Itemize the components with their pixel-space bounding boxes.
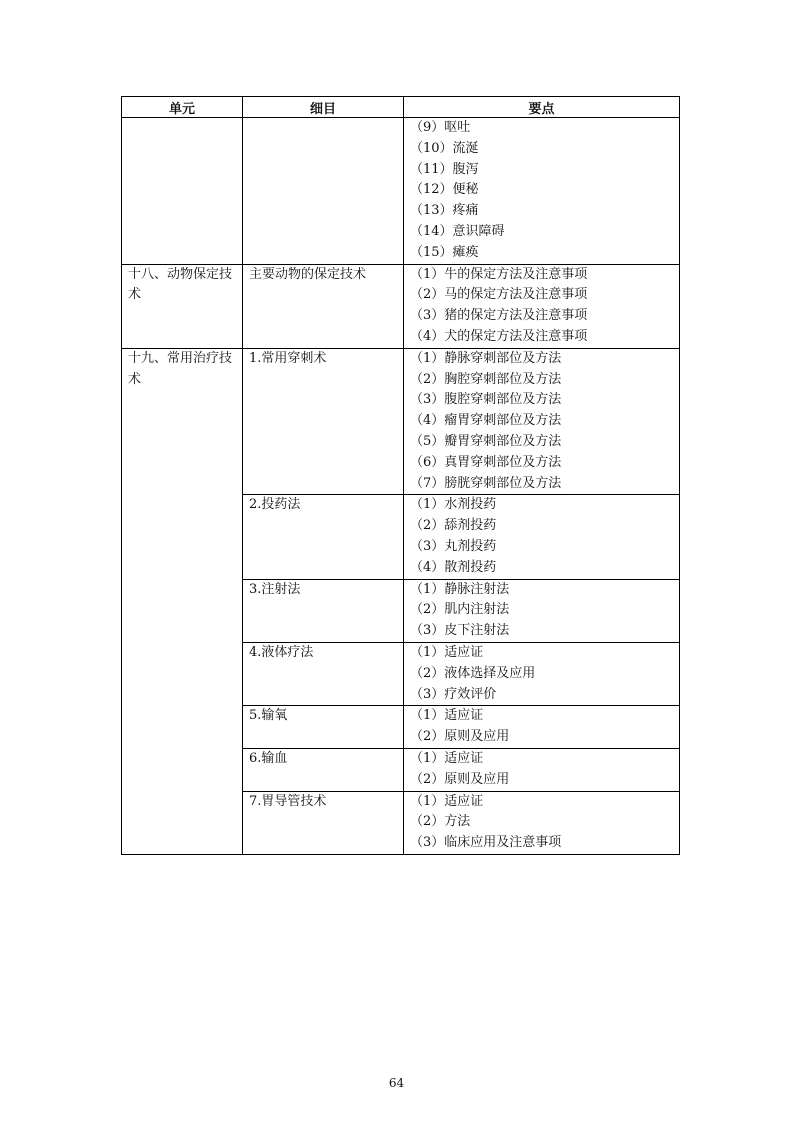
point-item: （4）瘤胃穿刺部位及方法 xyxy=(410,413,562,429)
point-item: （3）皮下注射法 xyxy=(410,623,510,639)
point-item: （3）疗效评价 xyxy=(410,686,497,702)
point-item: （12）便秘 xyxy=(410,182,479,198)
point-item: （3）猪的保定方法及注意事项 xyxy=(410,308,588,324)
detail-title: 5.输氧 xyxy=(249,708,288,724)
point-item: （1）适应证 xyxy=(410,644,484,660)
table-header-row xyxy=(122,97,680,118)
table-body xyxy=(122,118,680,855)
points-cell xyxy=(404,706,680,749)
point-item: （3）腹腔穿刺部位及方法 xyxy=(410,392,562,408)
detail-cell xyxy=(243,791,404,854)
point-item: （2）原则及应用 xyxy=(410,729,510,745)
syllabus-table xyxy=(121,96,680,855)
point-item: （14）意识障碍 xyxy=(410,223,505,239)
detail-cell xyxy=(243,118,404,265)
header-detail: 细目 xyxy=(243,97,404,118)
point-item: （2）舔剂投药 xyxy=(410,518,497,534)
point-item: （15）瘫痪 xyxy=(410,244,479,260)
point-item: （2）马的保定方法及注意事项 xyxy=(410,287,588,303)
detail-cell xyxy=(243,348,404,495)
points-cell xyxy=(404,791,680,854)
unit-title-line: 术 xyxy=(128,287,142,303)
detail-title: 6.输血 xyxy=(249,750,288,766)
detail-title: 3.注射法 xyxy=(249,581,301,597)
detail-cell xyxy=(243,579,404,642)
points-cell xyxy=(404,495,680,579)
point-item: （2）液体选择及应用 xyxy=(410,665,536,681)
header-points: 要点 xyxy=(404,97,680,118)
point-item: （3）丸剂投药 xyxy=(410,538,497,554)
point-item: （11）腹泻 xyxy=(410,161,479,177)
point-item: （10）流涎 xyxy=(410,140,479,156)
point-item: （1）适应证 xyxy=(410,793,484,809)
point-item: （9）呕吐 xyxy=(410,120,471,135)
unit-title-line: 十八、动物保定技 xyxy=(128,266,233,282)
point-item: （6）真胃穿刺部位及方法 xyxy=(410,454,562,470)
points-cell xyxy=(404,642,680,705)
detail-cell xyxy=(243,642,404,705)
unit-title-line: 十九、常用治疗技 xyxy=(128,350,233,366)
point-item: （2）肌内注射法 xyxy=(410,602,510,618)
point-item: （2）方法 xyxy=(410,814,471,830)
unit-cell xyxy=(122,348,243,854)
point-item: （7）膀胱穿刺部位及方法 xyxy=(410,475,562,491)
points-cell xyxy=(404,348,680,495)
page-number: 64 xyxy=(388,1076,405,1090)
detail-cell xyxy=(243,264,404,348)
point-item: （4）犬的保定方法及注意事项 xyxy=(410,328,588,344)
detail-title: 1.常用穿刺术 xyxy=(249,350,327,366)
point-item: （4）散剂投药 xyxy=(410,559,497,575)
table-row-continued xyxy=(122,118,680,265)
detail-cell xyxy=(243,706,404,749)
point-item: （1）适应证 xyxy=(410,708,484,724)
table-row xyxy=(122,264,680,348)
points-cell xyxy=(404,748,680,791)
point-item: （1）水剂投药 xyxy=(410,497,497,513)
detail-title: 4.液体疗法 xyxy=(249,644,314,660)
point-item: （1）适应证 xyxy=(410,750,484,766)
point-item: （3）临床应用及注意事项 xyxy=(410,835,562,851)
point-item: （1）静脉注射法 xyxy=(410,581,510,597)
detail-title: 7.胃导管技术 xyxy=(249,793,327,809)
unit-cell xyxy=(122,264,243,348)
point-item: （2）原则及应用 xyxy=(410,771,510,787)
points-cell xyxy=(404,118,680,265)
point-item: （2）胸腔穿刺部位及方法 xyxy=(410,371,562,387)
detail-cell xyxy=(243,495,404,579)
points-cell xyxy=(404,264,680,348)
point-item: （1）静脉穿刺部位及方法 xyxy=(410,350,562,366)
detail-title: 2.投药法 xyxy=(249,497,301,513)
unit-title-line: 术 xyxy=(128,371,142,387)
point-item: （1）牛的保定方法及注意事项 xyxy=(410,266,588,282)
header-unit: 单元 xyxy=(122,97,243,118)
points-cell xyxy=(404,579,680,642)
detail-cell xyxy=(243,748,404,791)
unit-cell xyxy=(122,118,243,265)
point-item: （13）疼痛 xyxy=(410,203,479,219)
point-item: （5）瓣胃穿刺部位及方法 xyxy=(410,433,562,449)
table-row xyxy=(122,348,680,495)
detail-title: 主要动物的保定技术 xyxy=(249,266,367,282)
